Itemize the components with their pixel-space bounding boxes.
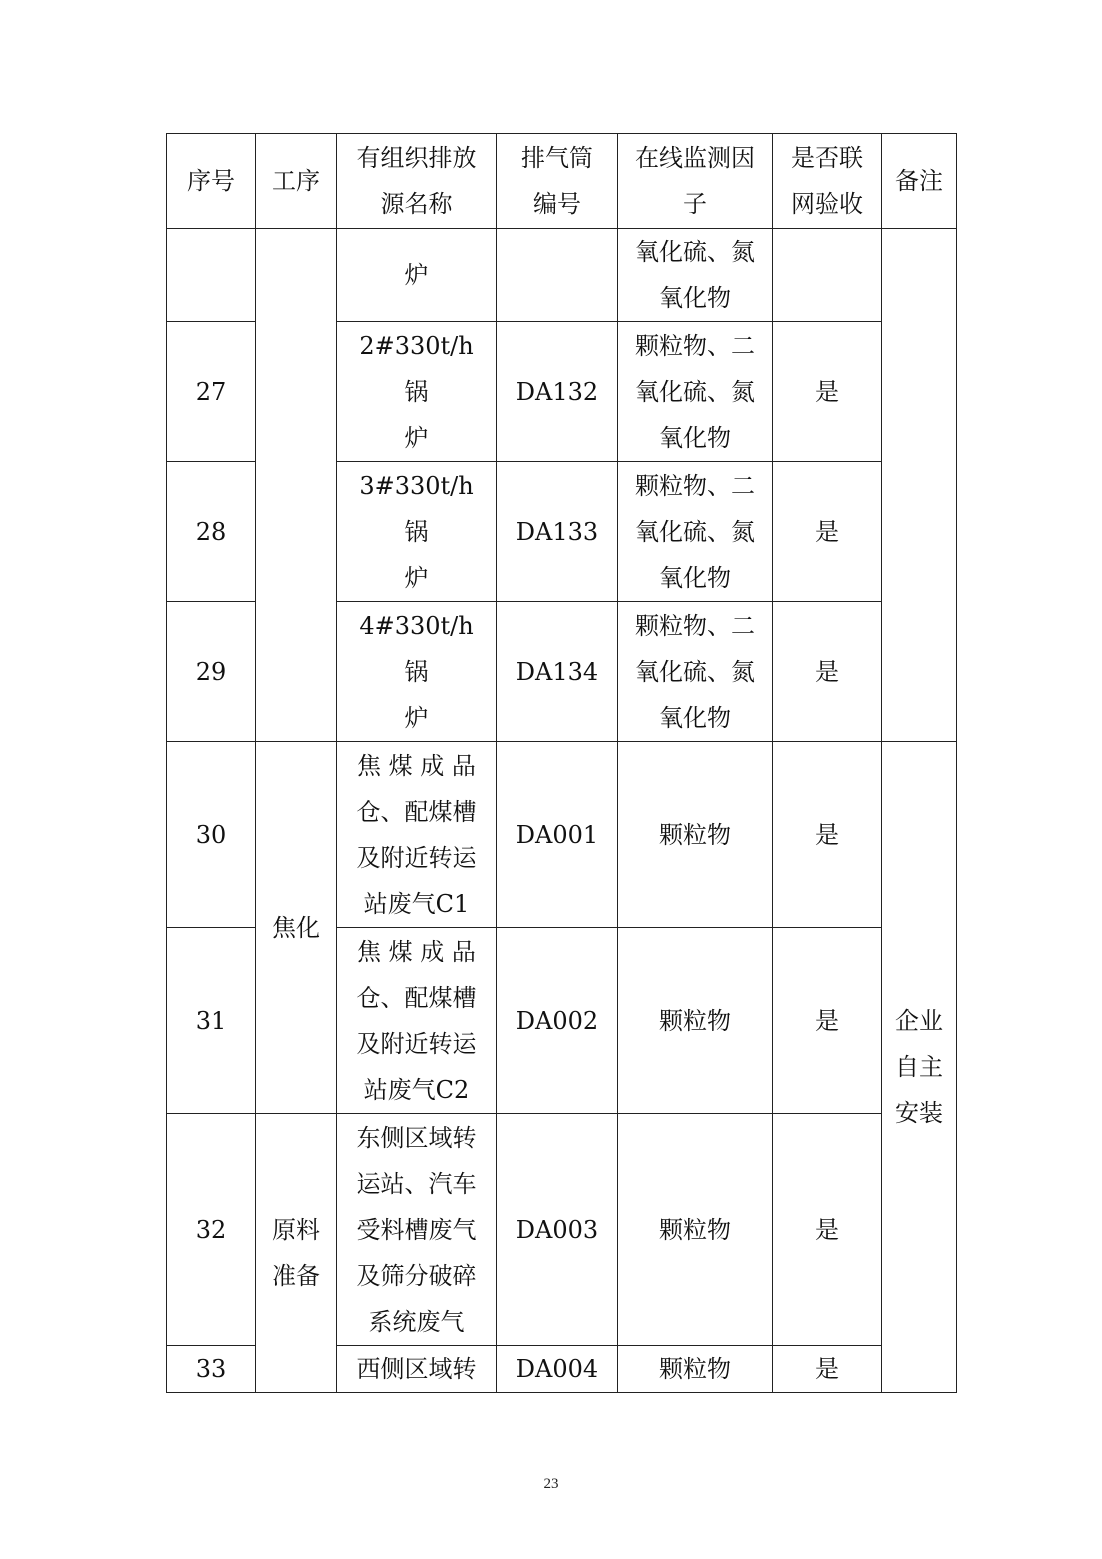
cell-network: 是 [773, 602, 882, 742]
cell-stack: DA134 [497, 602, 618, 742]
cell-stack: DA003 [497, 1114, 618, 1346]
cell-factor: 颗粒物、二 氧化硫、氮 氧化物 [618, 462, 773, 602]
cell-source: 炉 [337, 229, 497, 322]
cell-stack: DA004 [497, 1346, 618, 1393]
cell-factor: 颗粒物 [618, 1346, 773, 1393]
header-process: 工序 [256, 134, 337, 229]
cell-seq: 27 [167, 322, 256, 462]
cell-source: 焦 煤 成 品 仓、配煤槽 及附近转运 站废气C2 [337, 928, 497, 1114]
cell-factor: 颗粒物、二 氧化硫、氮 氧化物 [618, 322, 773, 462]
page-number: 23 [543, 1476, 559, 1492]
cell-seq: 32 [167, 1114, 256, 1346]
cell-stack: DA002 [497, 928, 618, 1114]
header-stack: 排气筒 编号 [497, 134, 618, 229]
cell-factor: 氧化硫、氮 氧化物 [618, 229, 773, 322]
header-source: 有组织排放 源名称 [337, 134, 497, 229]
cell-seq: 29 [167, 602, 256, 742]
cell-network: 是 [773, 1346, 882, 1393]
cell-network: 是 [773, 742, 882, 928]
monitoring-table [166, 133, 957, 1393]
cell-factor: 颗粒物 [618, 742, 773, 928]
cell-seq [167, 229, 256, 322]
cell-network: 是 [773, 1114, 882, 1346]
cell-stack [497, 229, 618, 322]
table-row-continued [167, 229, 957, 322]
header-remark: 备注 [882, 134, 957, 229]
cell-factor: 颗粒物、二 氧化硫、氮 氧化物 [618, 602, 773, 742]
cell-stack: DA132 [497, 322, 618, 462]
header-row [167, 134, 957, 229]
cell-network [773, 229, 882, 322]
cell-source: 西侧区域转 [337, 1346, 497, 1393]
cell-source: 3#330t/h 锅 炉 [337, 462, 497, 602]
cell-source: 2#330t/h 锅 炉 [337, 322, 497, 462]
header-factor: 在线监测因 子 [618, 134, 773, 229]
cell-process-empty [256, 229, 337, 742]
cell-source: 东侧区域转 运站、汽车 受料槽废气 及筛分破碎 系统废气 [337, 1114, 497, 1346]
cell-seq: 30 [167, 742, 256, 928]
cell-network: 是 [773, 462, 882, 602]
table-row [167, 742, 957, 928]
cell-remark-empty [882, 229, 957, 742]
cell-seq: 28 [167, 462, 256, 602]
cell-network: 是 [773, 928, 882, 1114]
cell-stack: DA133 [497, 462, 618, 602]
cell-source: 焦 煤 成 品 仓、配煤槽 及附近转运 站废气C1 [337, 742, 497, 928]
table-row [167, 1114, 957, 1346]
cell-network: 是 [773, 322, 882, 462]
cell-remark-self-installed: 企业 自主 安装 [882, 742, 957, 1393]
cell-factor: 颗粒物 [618, 1114, 773, 1346]
cell-seq: 33 [167, 1346, 256, 1393]
header-seq: 序号 [167, 134, 256, 229]
cell-process-raw-material: 原料 准备 [256, 1114, 337, 1393]
cell-process-coking: 焦化 [256, 742, 337, 1114]
cell-factor: 颗粒物 [618, 928, 773, 1114]
cell-stack: DA001 [497, 742, 618, 928]
cell-source: 4#330t/h 锅 炉 [337, 602, 497, 742]
header-network: 是否联 网验收 [773, 134, 882, 229]
cell-seq: 31 [167, 928, 256, 1114]
